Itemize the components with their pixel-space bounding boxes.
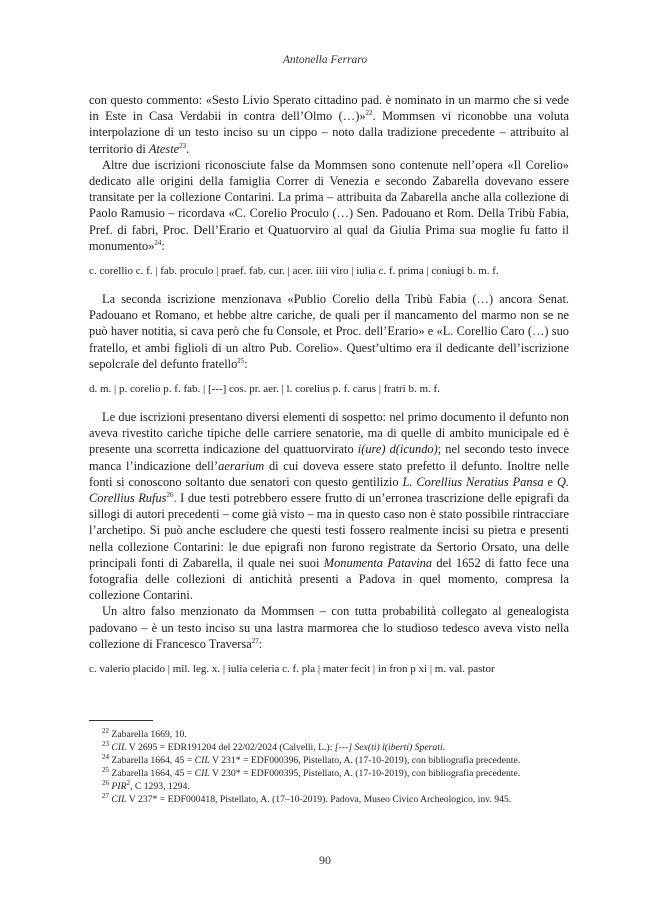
footnote-text: V 237* = EDF000418, Pistellato, A. (17–10-2019). Padova, Museo Civico Archeologico, inv. 945. xyxy=(126,794,512,805)
text-run: del 1652 di fatto fece una fotografia delle collezioni di antichità presenti a Padova in quel momento, compresa la collezione Contarini. xyxy=(89,555,569,603)
text-run: : xyxy=(161,238,165,253)
footnote-ref[interactable]: 26 xyxy=(166,490,174,499)
text-run: . Mommsen vi riconobbe una voluta interpolazione di un testo inciso su un cippo – noto dalla tradizione precedente – attribuito al territorio di xyxy=(89,109,569,156)
footnote-ref[interactable]: 27 xyxy=(251,636,259,645)
footnote-separator xyxy=(89,720,153,721)
footnote xyxy=(89,728,569,741)
italic-run: Ateste xyxy=(148,141,180,156)
footnote-text: Zabarella 1664, 45 = xyxy=(109,768,195,779)
footnote-text: V 231* = EDF000396, Pistellato, A. (17-10-2019), con bibliografia precedente. xyxy=(209,755,521,766)
footnote-text: V 230* = EDF000395, Pistellato, A. (17-10-2019), con bibliografia precedente. xyxy=(209,768,521,779)
footnote-number: 22 xyxy=(102,726,109,735)
footnote-number: 25 xyxy=(102,765,109,774)
superscript: 2 xyxy=(126,778,130,787)
footnotes xyxy=(89,728,569,806)
footnote-number: 26 xyxy=(102,778,109,787)
footnote xyxy=(89,780,569,793)
footnote-ref[interactable]: 22 xyxy=(365,109,373,118)
header-author: Antonella Ferraro xyxy=(282,54,368,66)
footnote-text: V 2695 = EDR191204 del 22/02/2024 (Calvelli, L.): xyxy=(126,742,335,753)
page-number: 90 xyxy=(319,853,331,867)
inscription-text: c. corellio c. f. | fab. proculo | praef. fab. cur. | acer. iiii viro | iulia c. f. prima | coniugi b. m. f. xyxy=(89,265,499,278)
italic-run: i(ure) d(icundo) xyxy=(357,442,438,457)
footnote-text: Zabarella 1669, 10. xyxy=(109,729,187,740)
inscription-text: c. valerio placido | mil. leg. x. | iulia celeria c. f. pla | mater fecit | in fron p xi | m. val. pastor xyxy=(89,663,495,676)
footnote xyxy=(89,793,569,806)
italic-run: CIL xyxy=(111,742,127,753)
text-run: Un altro falso menzionato da Mommsen – con tutta probabilità collegato al genealogista padovano – è un testo inciso su una lastra marmorea che lo studioso tedesco aveva visto nella collezione di Francesco Traversa xyxy=(89,604,569,651)
footnote-ref[interactable]: 24 xyxy=(154,238,162,247)
italic-run: L. Corellius Neratius Pansa xyxy=(402,474,544,489)
text-run: Altre due iscrizioni riconosciute false da Mommsen sono contenute nell’opera «Il Corelio» dedicato alle origini della famiglia Correr di Venezia e secondo Zabarella dovevano essere transitate per la collezione Contarini. La prima – attribuita da Zabarella anche alla collezione di Paolo Ramusio – ricordava «C. Corelio Proculo (…) Sen. Padouano et Rom. Della Tribù Fabia, Pref. di fabri, Proc. Dell’Erario et Quatuorviro al qual da Giulia Prima sua moglie fu fatto il monumento» xyxy=(89,157,569,253)
text-run: ; nel secondo testo invece manca l’indicazione dell’ xyxy=(89,442,569,473)
paragraph xyxy=(89,157,569,254)
footnote-ref[interactable]: 23 xyxy=(179,141,187,150)
paragraph xyxy=(89,291,569,372)
footnote xyxy=(89,754,569,767)
footnote-number: 27 xyxy=(102,791,109,800)
text-run: : xyxy=(244,356,248,371)
running-header xyxy=(0,54,650,66)
italic-run: Q. Corellius Rufus xyxy=(89,474,569,506)
text-run: con questo commento: «Sesto Livio Sperato cittadino pad. è nominato in un marmo che si vede in Este in Casa Verdabii in contra dell’Olmo (…)» xyxy=(89,93,569,124)
italic-run: Monumenta Patavina xyxy=(323,555,433,570)
text-run: Le due iscrizioni presentano diversi elementi di sospetto: nel primo documento il defunto non aveva rivestito cariche tipiche delle carriere senatorie, ma di quelle di ambito municipale ed è presente una scorretta indicazione del quattuorvirato xyxy=(89,410,569,457)
text-run: La seconda iscrizione menzionava «Publio Corelio della Tribù Fabia (…) ancora Senat. Padouano et Romano, et hebbe altre cariche, de quali per il mancamento del marmo non se ne può haver notitia, si cava però che fu Console, et Proc. dell’Erario» e «L. Corellio Caro (…) suo fratello, et ambi figlioli di un altro Pub. Corelio». Quest’ultimo era il dedicante dell’iscrizione sepolcrale del defunto fratello xyxy=(89,292,569,371)
footnote-number: 24 xyxy=(102,752,109,761)
italic-run: [---] Sex(ti) l(iberti) Sperati xyxy=(334,742,443,753)
paragraph xyxy=(89,409,569,603)
paragraph xyxy=(89,603,569,652)
footnote xyxy=(89,767,569,780)
footnote-text: , C 1293, 1294. xyxy=(129,781,190,792)
text-run: : xyxy=(258,636,263,651)
body-text xyxy=(89,92,569,689)
italic-run: PIR xyxy=(111,781,127,792)
inscription-text: d. m. | p. corelio p. f. fab. | [---] cos. pr. aer. | l. corelius p. f. carus | fratri b. m. f. xyxy=(89,383,440,396)
italic-run: CIL xyxy=(111,794,127,805)
italic-run: aerarium xyxy=(218,458,265,473)
paragraph xyxy=(89,92,569,157)
text-run: e xyxy=(543,474,557,489)
text-run: di cui doveva essere stato prefetto il defunto. Inoltre nelle fonti si conoscono soltanto due senatori con questo gentilizio xyxy=(89,458,569,489)
text-run: . I due testi potrebbero essere frutto di un’erronea trascrizione delle epigrafi da sillogi di autori precedenti – come già visto – ma in questo caso non è stato possibile rintracciare l’archetipo. Si può anche escludere che questi testi fossero realmente incisi su pietra e presenti nella collezione Contarini: le due epigrafi non furono registrate da Sertorio Orsato, una delle principali fonti di Zabarella, il quale nei suoi xyxy=(89,491,569,570)
footnote-number: 23 xyxy=(102,739,109,748)
text-run: . xyxy=(186,141,190,156)
italic-run: CIL xyxy=(194,768,210,779)
footnote-text: Zabarella 1664, 45 = xyxy=(109,755,195,766)
footnote-text: . xyxy=(442,742,446,753)
footnote-ref[interactable]: 25 xyxy=(237,356,245,365)
footnote xyxy=(89,741,569,754)
italic-run: CIL xyxy=(194,755,210,766)
